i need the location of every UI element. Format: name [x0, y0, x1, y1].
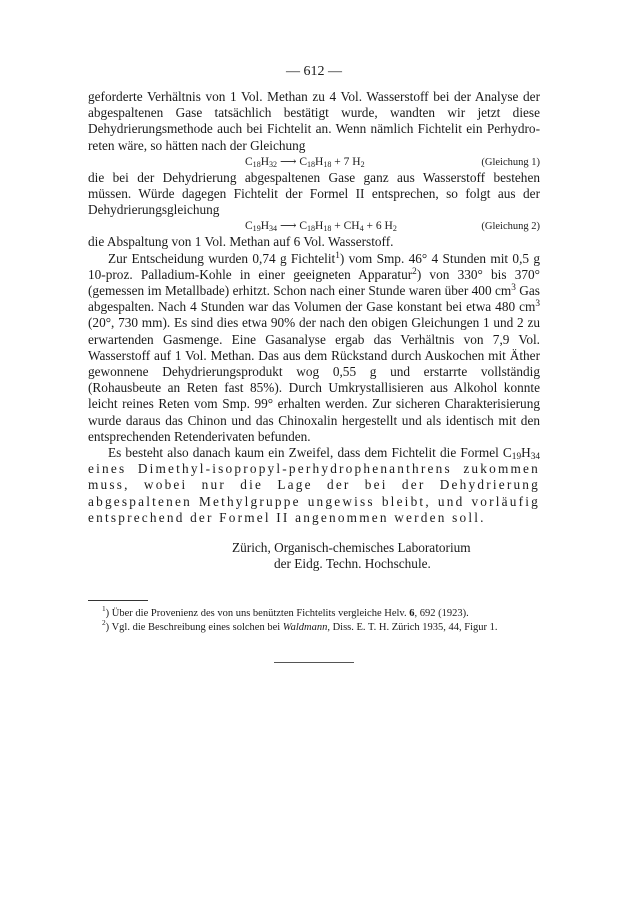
paragraph-4: Zur Entscheidung wurden 0,74 g Fichtelit$^1$) vom Smp. 46° 4 Stunden mit 0,5 g 10-proz. Palladium-Kohle in einer geeigneten Apparatur$^2$) von 330° bis 370° (gemessen im Metallbade) erhitzt. Schon nach einer Stunde waren über 400 $cm^3$ Gas abgespalten. Nach 4 Stunden war das Volumen der Gase konstant bei etwa 480 $cm^3$ (20°, 730 mm). Es sind dies etwa 90% der nach den obigen Gleichungen 1 und 2 zu erwartenden Gasmenge. Eine Gasanalyse ergab das Verhältnis von 7,9 Vol. Wasserstoff auf 1 Vol. Methan. Das aus dem Rückstand durch Auskochen mit Äther gewonnene Dehydrierungsprodukt wog 0,55 g und erstarrte vollständig (Rohausbeute an Reten fast 85%). Durch Umkrystallisieren aus Alkohol konnte leicht reines Reten vom Smp. 99° erhalten werden. Zur sicheren Charakterisierung wurde daraus das Chinon und das Chinoxalin hergestellt und als identisch mit den entsprechenden Retenderivaten befunden. — [88, 250, 540, 444]
paragraph-1: geforderte Verhältnis von 1 Vol. Methan zu 4 Vol. Wasserstoff bei der Analyse der abgespaltenen Gase tatsächlich bestätigt wurde, wandten wir jetzt diese Dehydrierungsmethode auch bei Fichtelit an. Wenn nämlich Fichtelit ein Perhydro-reten wäre, so hätten nach der Gleichung — [88, 89, 540, 153]
paragraph-2: die bei der Dehydrierung abgespaltenen Gase ganz aus Wasserstoff bestehen müssen. Würde dagegen Fichtelit der Formel II entsprechen, so folgt aus der Dehydrierungsgleichung — [88, 169, 540, 218]
footnote-1: $^1$) Über die Provenienz des von uns benützten Fichtelits vergleiche Helv. 6, 692 (1923). — [102, 604, 469, 620]
equation-2 — [88, 218, 540, 234]
signature — [232, 540, 540, 572]
equation-1-formula: $C_{18}H_{32}$ ⟶ $C_{18}H_{18} + 7$ $H_2$ — [245, 155, 365, 169]
end-divider — [274, 662, 354, 663]
arrow-icon: ⟶ — [277, 220, 300, 233]
page — [88, 64, 540, 663]
equation-1-label: (Gleichung 1) — [481, 156, 540, 168]
footnote-divider — [88, 600, 148, 601]
signature-line-1: Zürich, Organisch-chemisches Laboratorium — [232, 540, 471, 556]
arrow-icon: ⟶ — [277, 155, 300, 168]
paragraph-3: die Abspaltung von 1 Vol. Methan auf 6 Vol. Wasserstoff. — [88, 234, 394, 250]
footnote-2: $^2$) Vgl. die Beschreibung eines solchen bei Waldmann, Diss. E. T. H. Zürich 1935, 44, Figur 1. — [102, 617, 498, 633]
equation-2-formula: $C_{19}H_{34}$ ⟶ $C_{18}H_{18} + CH_4 + 6$ $H_2$ — [245, 220, 397, 234]
signature-line-2: der Eidg. Techn. Hochschule. — [274, 556, 431, 572]
paragraph-5: Es besteht also danach kaum ein Zweifel, dass dem Fichtelit die Formel $C_{19}H_{34}$ eines Dimethyl-isopropyl-perhydrophenanthrens zukommen muss, wobei nur die Lage der bei der Dehydrierung abgespaltenen Methylgruppe ungewiss bleibt, und vorläufig entsprechend der Formel II angenommen werden soll. — [88, 445, 540, 525]
page-number: — 612 — — [286, 64, 342, 79]
footnote-ref-1: 1 — [335, 250, 340, 261]
footnote-ref-2: 2 — [412, 266, 417, 277]
equation-1 — [88, 154, 540, 170]
equation-2-label: (Gleichung 2) — [481, 221, 540, 233]
